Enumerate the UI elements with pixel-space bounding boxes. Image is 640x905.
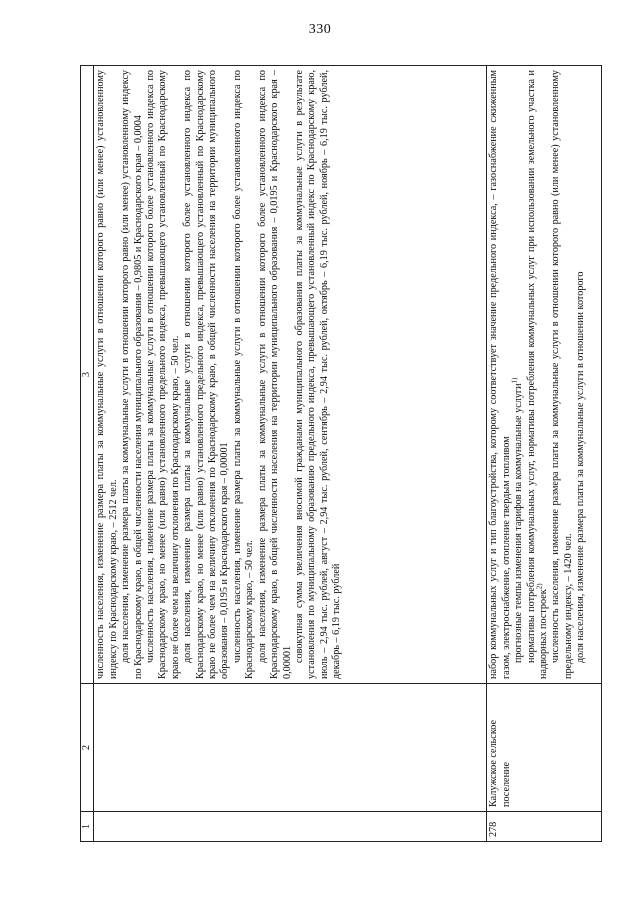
table-row [94, 66, 487, 842]
paragraph-text: прогнозные темпы изменения тарифов на коммунальные услуги [513, 383, 525, 663]
paragraph [526, 70, 551, 679]
paragraph-text: нормативы потребления коммунальных услуг, нормативы потребления коммунальных услуг при использовании земельного участка и надворных построек [525, 70, 550, 679]
paragraph: численность населения, изменение размера платы за коммунальные услуги в отношении которого равно (или менее) установленному индексу по Краснодарскому краю, – 2512 чел. [95, 70, 119, 679]
row-number [94, 812, 487, 842]
row-number: 278 [487, 812, 602, 842]
paragraph [510, 70, 525, 679]
rotated-table-container [80, 66, 601, 842]
municipality-name [94, 684, 487, 812]
municipal-index-table [80, 65, 602, 842]
footnote-marker: 1) [510, 377, 519, 384]
table-row [487, 66, 602, 842]
header-col-2: 2 [81, 684, 94, 812]
paragraph: доля населения, изменение размера платы за коммунальные услуги в отношении которого [575, 271, 587, 663]
page-number: 330 [308, 22, 332, 37]
paragraph: доля населения, изменение размера платы за коммунальные услуги в отношении которого более установленного индекса по Краснодарскому краю, но менее (или равно) установленного предельного индекса, превышающего установленный по Краснодарскому краю не более чем на величину отклонения по Краснодарскому краю, в общей численности населения на территории муниципального образования – 0,0195 и Краснодарского края – 0,00001 [182, 70, 231, 679]
header-col-3: 3 [81, 66, 94, 684]
footnote-marker: 2) [535, 583, 544, 590]
municipality-name: Калужское сельское поселение [487, 684, 602, 812]
paragraph: набор коммунальных услуг и тип благоустройства, которому соответствует значение предельного индекса, – газоснабжение сжиженным газом, электроснабжение, отопление твердым топливом [488, 70, 512, 679]
row-description [94, 66, 487, 684]
header-row [81, 66, 94, 842]
paragraph: численность населения, изменение размера платы за коммунальные услуги в отношении которого более установленного индекса по Краснодарскому краю, но менее (или равно) установленного предельного индекса, превышающего установленный по Краснодарскому краю не более чем на величину отклонения по Краснодарскому краю, – 50 чел. [145, 70, 181, 679]
rotated-table [80, 66, 601, 842]
paragraph: совокупная сумма увеличения вносимой гражданами муниципального образования платы за коммунальные услуги в результате установления по муниципальному образованию предельного индекса, превышающего установленный индекс по Краснодарскому краю, июль – 2,94 тыс. рублей, август – 2,94 тыс. рублей, сентябрь – 2,94 тыс. рублей, октябрь – 6,19 тыс. рублей, ноябрь – 6,19 тыс. рублей, декабрь – 6,19 тыс. рублей [293, 70, 343, 679]
paragraph: численность населения, изменение размера платы за коммунальные услуги в отношении которого более установленного индекса по Краснодарскому краю, – 50 чел. [231, 70, 256, 679]
paragraph: численность населения, изменение размера платы за коммунальные услуги в отношении которого равно (или менее) установленному предельному индексу, – 1420 чел. [550, 70, 574, 679]
header-col-1: 1 [81, 812, 94, 842]
paragraph: доля населения, изменение размера платы за коммунальные услуги в отношении которого равно (или менее) установленному индексу по Краснодарскому краю, в общей численности населения муниципального образования – 0,9805 и Краснодарского края – 0,0004 [120, 70, 144, 679]
paragraph: доля населения, изменение размера платы за коммунальные услуги в отношении которого более установленного индекса по Краснодарскому краю, в общей численности населения на территории муниципального образования – 0,0195 и Краснодарского края – 0,00001 [256, 70, 293, 679]
row-description [487, 66, 602, 684]
